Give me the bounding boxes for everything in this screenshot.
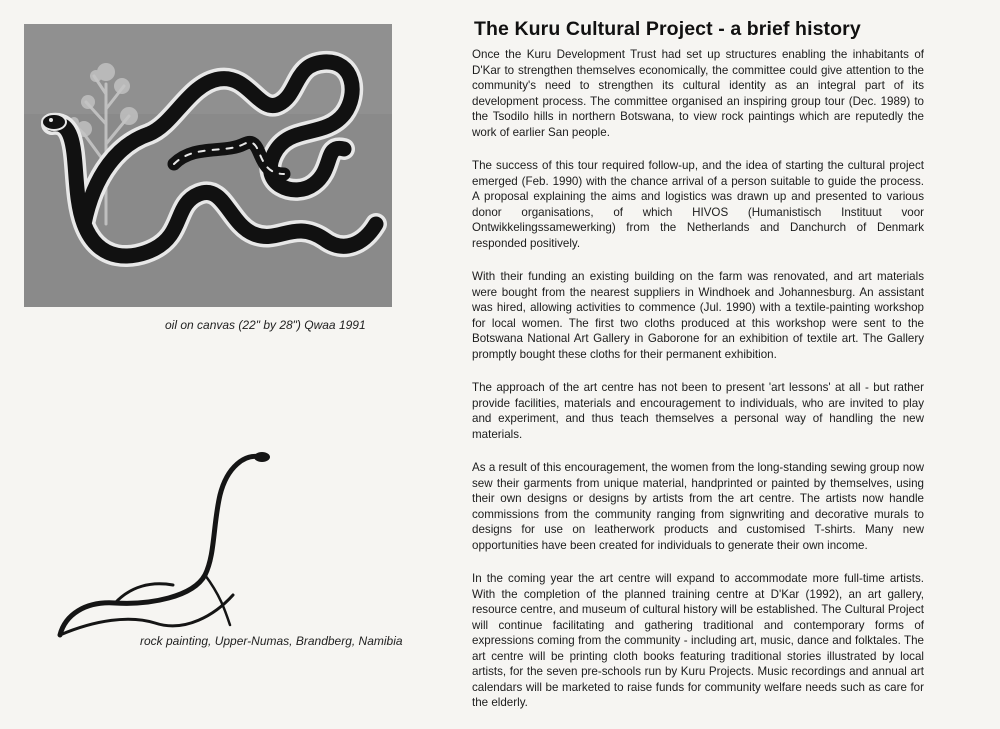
- article-paragraph: The approach of the art centre has not been to present 'art lessons' at all - but rather provide facilities, materials and encouragement to individuals, who are invited to play and experiment, and thus teach themselves a personal way of handling the new materials.: [472, 381, 924, 441]
- article-paragraph: As a result of this encouragement, the women from the long-standing sewing group now sew their garments from unique material, handprinted or painted by themselves, using their own designs or designs by artists from the art centre. The artists now handle commissions from the community ranging from signwriting and decorative murals to designs for use on leatherwork products and customised T-shirts. Many new opportunities have been created for individuals to generate their own income.: [472, 461, 924, 552]
- article-paragraph: With their funding an existing building on the farm was renovated, and art materials were bought from the nearest suppliers in Windhoek and Johannesburg. An assistant was hired, allowing activities to commence (Jul. 1990) with a textile-painting workshop for local women. The first two cloths produced at this workshop were sent to the Botswana National Art Gallery in Gaborone for an exhibition of textile art. The Gallery promptly bought these cloths for their permanent exhibition.: [472, 270, 924, 361]
- rock-painting-image: [55, 445, 285, 645]
- painting-image: [24, 24, 392, 307]
- article-paragraph: The success of this tour required follow-up, and the idea of starting the cultural project emerged (Feb. 1990) with the chance arrival of a person suitable to guide the process. A proposal explaining the aims and logistics was drawn up and presented to various donor organisations, of which HIVOS (Humanistisch Instituut voor Ontwikkelingssamewerking) from the Netherlands and Danchurch of Denmark responded positively.: [472, 159, 924, 250]
- article-paragraph: Once the Kuru Development Trust had set up structures enabling the inhabitants of D'Kar to strengthen themselves economically, the committee could give attention to the community's need to strengthen its cultural identity as an integral part of its development process. The committee organised an inspiring group tour (Dec. 1989) to the Tsodilo hills in northern Botswana, to view rock paintings which are reputedly the work of earlier San people.: [472, 48, 924, 139]
- painting-caption: oil on canvas (22" by 28") Qwaa 1991: [165, 318, 366, 332]
- article-paragraph: In the coming year the art centre will expand to accommodate more full-time artists. With the completion of the planned training centre at D'Kar (1992), an art gallery, resource centre, and museum of cultural history will be established. The Cultural Project will continue facilitating and gathering traditional and contemporary forms of expressions coming from the community - including art, music, dance and folktales. The art centre will be printing cloth books featuring traditional stories illustrated by local artists, for the seven pre-schools run by Kuru Projects. Music recordings and annual art calendars will be marketed to raise funds for community welfare needs such as care for the elderly.: [472, 572, 924, 709]
- article-title: The Kuru Cultural Project - a brief history: [474, 18, 861, 40]
- article: [472, 18, 924, 729]
- rock-painting-caption: rock painting, Upper-Numas, Brandberg, Namibia: [140, 634, 403, 648]
